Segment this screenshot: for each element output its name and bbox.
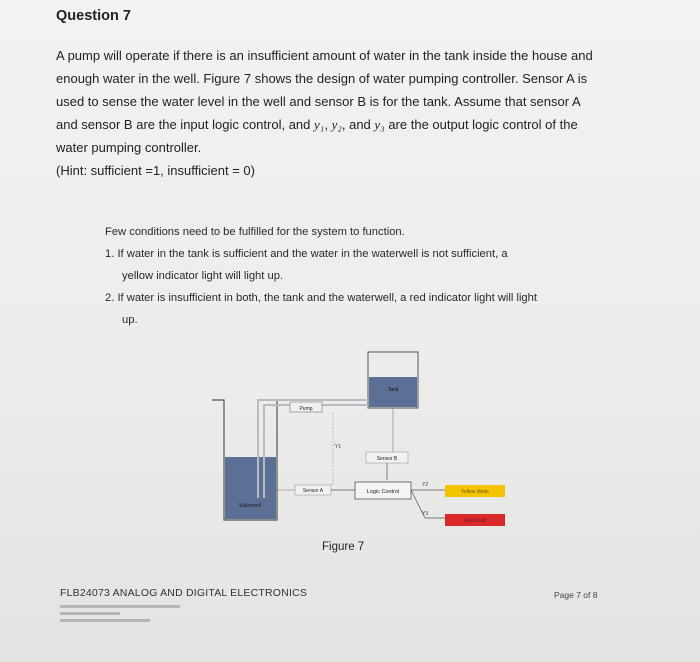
condition-2-line-2: up. (122, 314, 138, 326)
tank (368, 352, 418, 408)
hint-text: (Hint: sufficient =1, insufficient = 0) (56, 163, 255, 178)
page-number: Page 7 of 8 (554, 590, 598, 600)
course-footer: FLB24073 ANALOG AND DIGITAL ELECTRONICS (60, 587, 308, 599)
logic-control-label: Logic Control (366, 489, 400, 495)
paragraph-line-1: A pump will operate if there is an insufficient amount of water in the tank inside the house and (56, 48, 593, 63)
output-y2: y₂ (331, 117, 342, 132)
conditions-intro: Few conditions need to be fulfilled for the system to function. (105, 226, 405, 238)
question-paragraph (56, 44, 646, 182)
pump-controller-diagram (200, 340, 520, 540)
logic-control (331, 463, 411, 499)
y2-label: Y2 (422, 482, 429, 488)
sensor-b-label: Sensor B (376, 456, 398, 462)
figure-caption: Figure 7 (322, 541, 365, 553)
paragraph-line-4 (56, 113, 646, 136)
paragraph-line-3: used to sense the water level in the well and sensor B is for the tank. Assume that sensor A (56, 94, 581, 109)
tank-label: Tank (387, 387, 399, 393)
output-y3: y₃ (374, 117, 385, 132)
condition-1-line-1: 1. If water in the tank is sufficient and the water in the waterwell is not sufficient, a (105, 248, 508, 260)
y1-label: Y1 (335, 444, 342, 450)
question-title: Question 7 (56, 8, 131, 24)
waterwell (212, 400, 290, 520)
paragraph-line-2: enough water in the well. Figure 7 shows the design of water pumping controller. Sensor A is (56, 71, 588, 86)
output-y1: y₁ (314, 117, 325, 132)
sensor-a-label: Sensor A (302, 488, 324, 494)
sensor-b (366, 408, 408, 463)
waterwell-water (225, 457, 276, 519)
outputs (411, 482, 505, 526)
separator-2: , and (341, 117, 371, 132)
waterwell-label: Waterwell (239, 503, 261, 509)
condition-2-line-1: 2. If water is insufficient in both, the tank and the waterwell, a red indicator light will light (105, 292, 537, 304)
conditions-list (105, 221, 640, 331)
separator-1: , (324, 117, 328, 132)
illegible-fine-print (60, 603, 210, 625)
paragraph-line-4-start: and sensor B are the input logic control, and (56, 117, 311, 132)
paragraph-line-4-end: are the output logic control of the (388, 117, 578, 132)
paragraph-line-5: water pumping controller. (56, 140, 202, 155)
yellow-diode-label: Yellow diode (461, 489, 489, 495)
y3-label: Y3 (422, 511, 429, 517)
condition-1-line-2: yellow indicator light will light up. (122, 270, 284, 282)
pump (290, 402, 322, 412)
pump-label: Pump (299, 406, 313, 412)
red-diode-label: Red diode (463, 518, 487, 524)
